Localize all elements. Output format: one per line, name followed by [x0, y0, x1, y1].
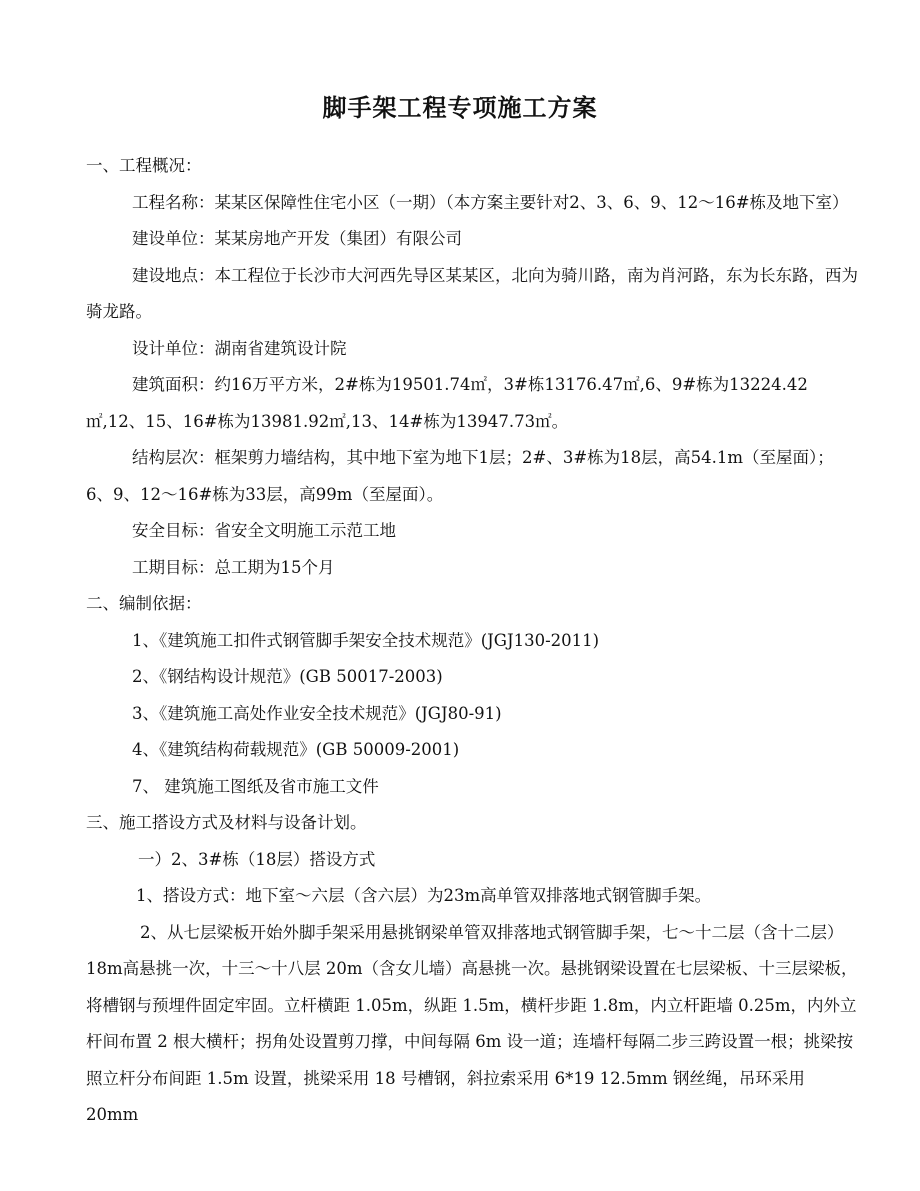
method-paragraph: 1、搭设方式：地下室～六层（含六层）为23m高单管双排落地式钢管脚手架。	[136, 886, 712, 905]
basis-item: 7、 建筑施工图纸及省市施工文件	[132, 776, 379, 796]
cantilever-paragraph: 2、从七层梁板开始外脚手架采用悬挑钢梁单管双排落地式钢管脚手架，七～十二层（含十二层）18m高悬挑一次，十三～十八层 20m（含女儿墙）高悬挑一次。悬挑钢梁设置在七层梁板、十三层梁板，将槽钢与预埋件固定牢固。立杆横距 1.05m，纵距 1.5m，横杆步距 1.8m，内立杆距墙 0.25m，内外立杆间布置 2 根大横杆；拐角处设置剪刀撑，中间每隔 6m 设一道；连墙杆每隔二步三跨设置一根；挑梁按照立杆分布间距 1.5m 设置，挑梁采用 18 号槽钢，斜拉索采用 6*19 12.5mm 钢丝绳，吊环采用 20mm	[86, 922, 858, 1124]
basis-item: 4、《建筑结构荷载规范》(GB 50009-2001)	[132, 740, 460, 759]
location-line: 建设地点：本工程位于长沙市大河西先导区某某区，北向为骑川路，南为肖河路，东为长东路，西为骑龙路。	[86, 265, 858, 321]
section-heading-basis: 二、编制依据：	[86, 594, 202, 613]
designer-line: 设计单位：湖南省建筑设计院	[132, 338, 347, 358]
subsection-heading: 一）2、3#栋（18层）搭设方式	[138, 849, 376, 869]
schedule-line: 工期目标：总工期为15个月	[132, 557, 335, 577]
owner-line: 建设单位：某某房地产开发（集团）有限公司	[132, 229, 462, 248]
project-name-line: 工程名称：某某区保障性住宅小区（一期）（本方案主要针对2、3、6、9、12～16#栋及地下室）	[132, 192, 849, 212]
document-body	[86, 148, 858, 1134]
section-heading-overview: 一、工程概况：	[86, 156, 202, 175]
basis-item: 3、《建筑施工高处作业安全技术规范》(JGJ80-91)	[132, 703, 502, 723]
area-line: 建筑面积：约16万平方米，2#栋为19501.74㎡，3#栋13176.47㎡,6、9#栋为13224.42㎡,12、15、16#栋为13981.92㎡,13、14#栋为13947.73㎡。	[86, 375, 808, 431]
section-heading-construction: 三、施工搭设方式及材料与设备计划。	[86, 813, 367, 832]
basis-item: 1、《建筑施工扣件式钢管脚手架安全技术规范》(JGJ130-2011)	[132, 630, 600, 650]
basis-item: 2、《钢结构设计规范》(GB 50017-2003)	[132, 667, 443, 686]
structure-line: 结构层次：框架剪力墙结构，其中地下室为地下1层；2#、3#栋为18层，高54.1m（至屋面）；6、9、12～16#栋为33层，高99m（至屋面）。	[86, 448, 834, 504]
document-title: 脚手架工程专项施工方案	[322, 94, 598, 122]
safety-line: 安全目标：省安全文明施工示范工地	[132, 521, 396, 540]
